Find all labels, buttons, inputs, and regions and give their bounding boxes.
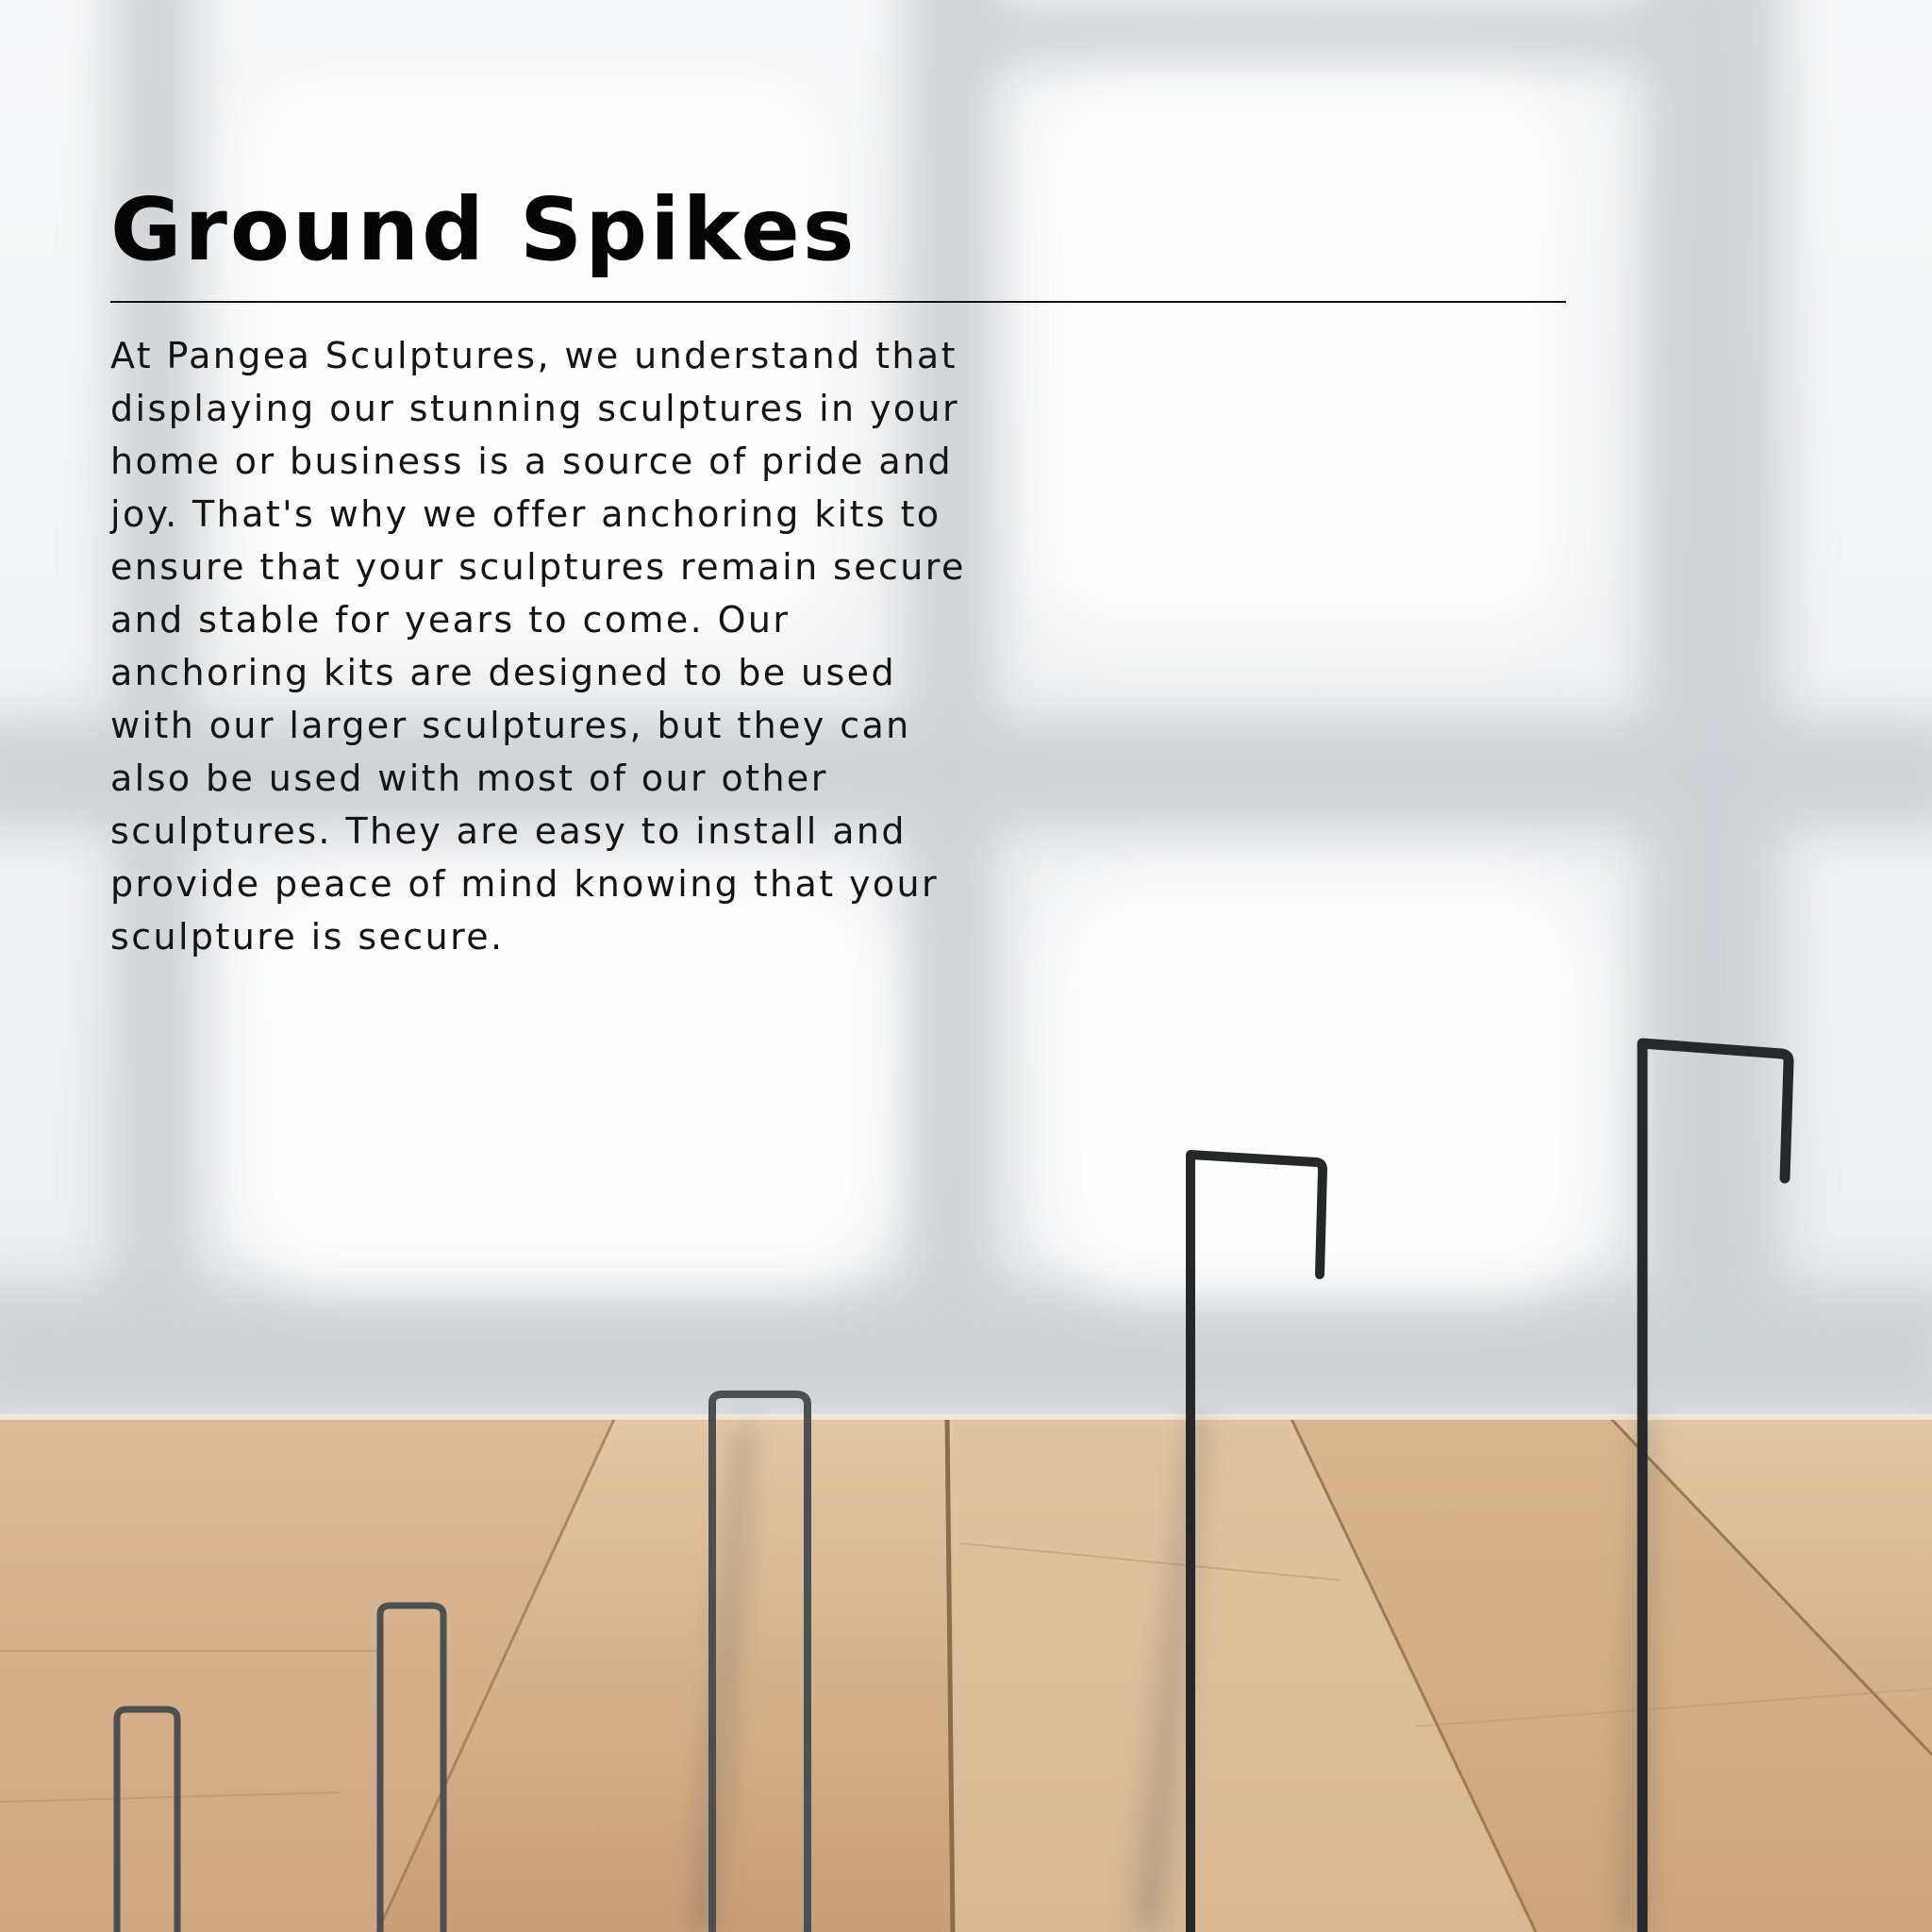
text-panel (110, 179, 1568, 999)
page-title: Ground Spikes (110, 179, 858, 280)
description-paragraph: At Pangea Sculptures, we understand that displaying our stunning sculptures in your home or business is a source of pride and joy. That's why we offer anchoring kits to ensure that your sculptures remain secure and stable for years to come. Our anchoring kits are designed to be used with our larger sculptures, but they can also be used with most of our other sculptures. They are easy to install and provide peace of mind knowing that your sculpture is secure. (110, 334, 966, 958)
title-divider (110, 301, 1566, 303)
